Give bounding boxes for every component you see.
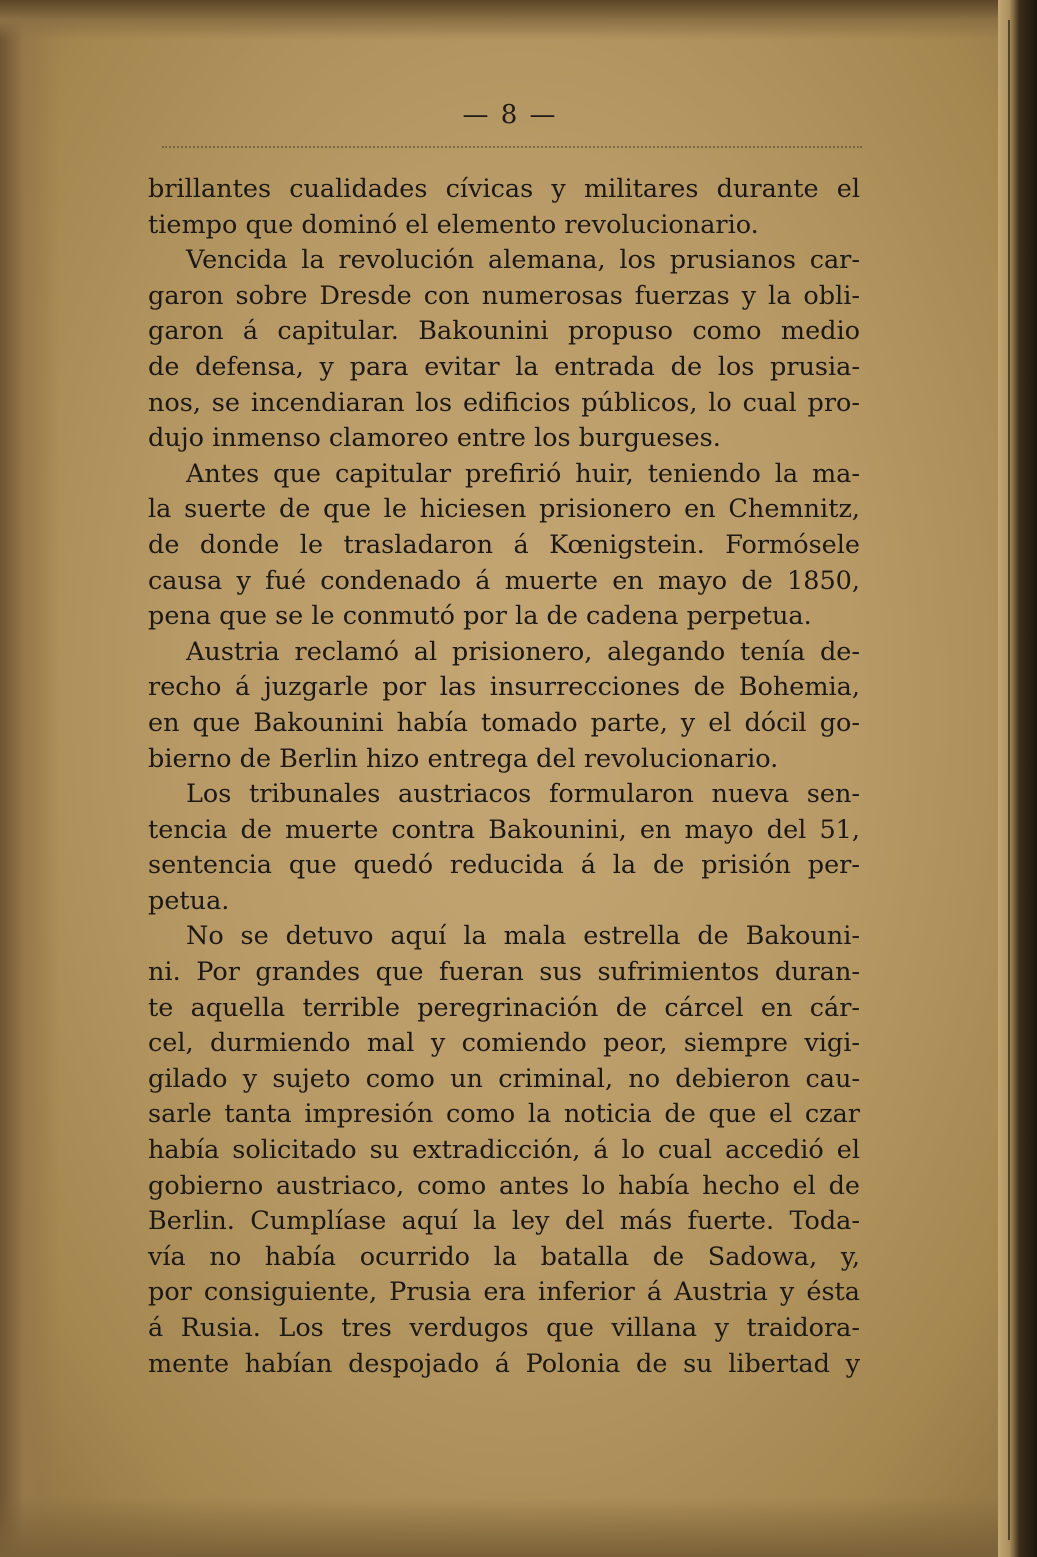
text-line: la suerte de que le hiciesen prisionero en Chemnitz,	[148, 494, 860, 525]
text-line: petua.	[148, 885, 230, 916]
text-line: garon sobre Dresde con numerosas fuerzas y la obli-	[148, 280, 860, 311]
text-line: garon á capitular. Bakounini propuso como medio	[148, 316, 860, 347]
text-line: Los tribunales austriacos formularon nueva sen-	[186, 779, 860, 810]
text-line: Antes que capitular prefirió huir, teniendo la ma-	[186, 458, 860, 489]
text-line: gobierno austriaco, como antes lo había hecho el de	[148, 1170, 860, 1201]
text-line: cel, durmiendo mal y comiendo peor, siempre vigi-	[148, 1028, 860, 1059]
page-edge-bottom	[0, 1497, 1037, 1557]
text-line: Vencida la revolución alemana, los prusianos car-	[186, 245, 860, 276]
text-line: Austria reclamó al prisionero, alegando tenía de-	[186, 636, 860, 667]
text-line: ni. Por grandes que fueran sus sufrimientos duran-	[148, 957, 860, 988]
text-line: nos, se incendiaran los edificios públicos, lo cual pro-	[148, 387, 860, 418]
page-number-header: — 8 —	[462, 100, 558, 130]
text-line: brillantes cualidades cívicas y militares durante el	[148, 174, 860, 204]
page-edge-top	[0, 0, 1037, 40]
text-line: causa y fué condenado á muerte en mayo de 1850,	[148, 565, 860, 596]
text-line: de donde le trasladaron á Kœnigstein. Formósele	[148, 529, 860, 560]
text-line: vía no había ocurrido la batalla de Sadowa, y,	[148, 1241, 860, 1272]
text-line: No se detuvo aquí la mala estrella de Bakouni-	[186, 921, 860, 952]
text-line: bierno de Berlin hizo entrega del revolucionario.	[148, 743, 779, 774]
text-line: tencia de muerte contra Bakounini, en mayo del 51,	[148, 814, 860, 845]
text-line: dujo inmenso clamoreo entre los burgueses.	[148, 423, 721, 454]
text-line: de defensa, y para evitar la entrada de los prusia-	[148, 351, 860, 382]
text-line: á Rusia. Los tres verdugos que villana y traidora-	[148, 1313, 860, 1343]
text-line: mente habían despojado á Polonia de su libertad y	[148, 1348, 860, 1379]
text-line: en que Bakounini había tomado parte, y el dócil go-	[148, 707, 860, 738]
book-binding	[998, 0, 1037, 1557]
binding-stitch-line	[1008, 20, 1010, 1540]
text-line: por consiguiente, Prusia era inferior á Austria y ésta	[148, 1277, 860, 1308]
text-line: sarle tanta impresión como la noticia de que el czar	[148, 1099, 860, 1130]
text-line: pena que se le conmutó por la de cadena perpetua.	[148, 601, 812, 632]
text-line: había solicitado su extradicción, á lo cual accedió el	[148, 1135, 860, 1166]
text-line: recho á juzgarle por las insurrecciones de Bohemia,	[148, 672, 860, 703]
text-line: te aquella terrible peregrinación de cárcel en cár-	[148, 992, 860, 1023]
text-line: tiempo que dominó el elemento revolucionario.	[148, 209, 759, 240]
header-rule	[162, 146, 862, 148]
body-text	[148, 172, 860, 1382]
text-line: sentencia que quedó reducida á la de prisión per-	[148, 850, 860, 881]
text-line: Berlin. Cumplíase aquí la ley del más fuerte. Toda-	[148, 1206, 860, 1237]
text-line: gilado y sujeto como un criminal, no debieron cau-	[148, 1063, 860, 1094]
page-edge-left	[0, 0, 60, 1557]
